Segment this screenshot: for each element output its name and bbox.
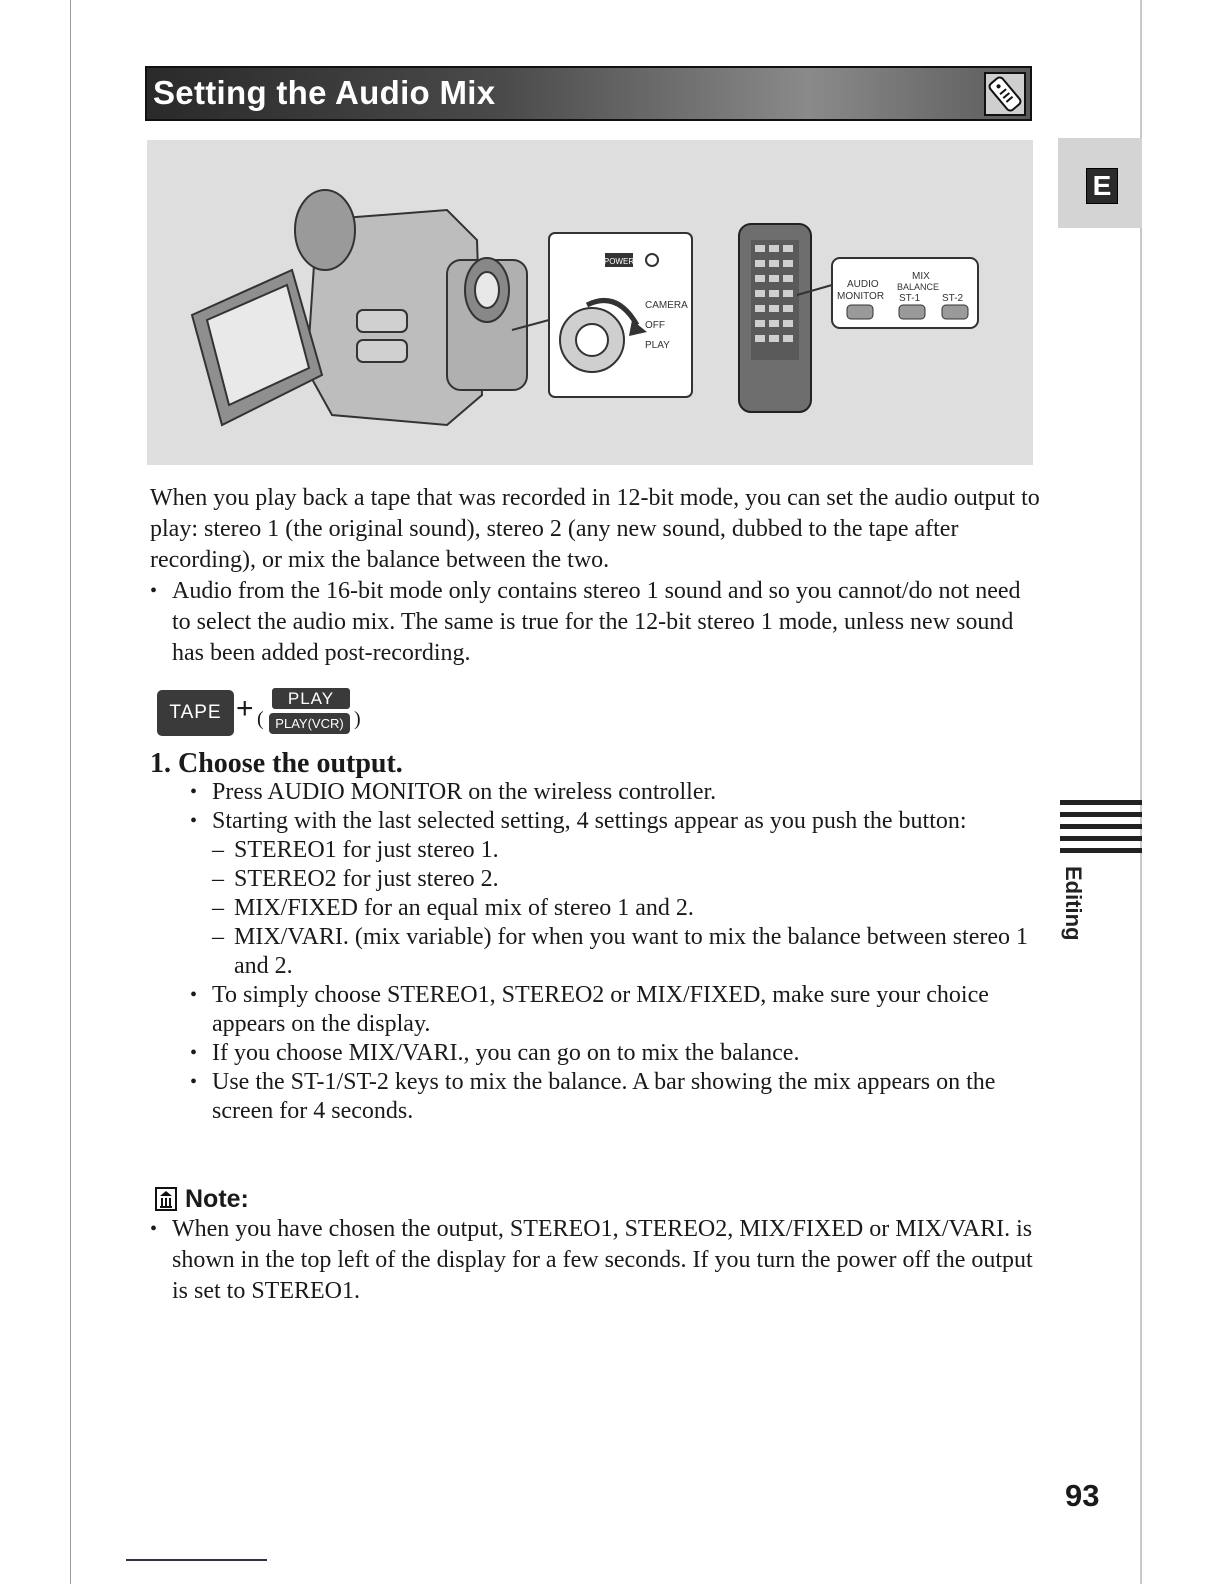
chapter-tab: [1058, 138, 1142, 228]
wireless-controller-icon: [984, 72, 1026, 116]
section-label: Editing: [1061, 866, 1086, 941]
note-body: [150, 1214, 1040, 1307]
footer-rule: [126, 1559, 267, 1561]
camcorder-icon: [192, 190, 527, 425]
page-title: Setting the Audio Mix: [153, 74, 496, 111]
camcorder-illustration: [147, 140, 1033, 465]
step-bullet: • Press AUDIO MONITOR on the wireless controller.: [190, 778, 1040, 807]
page-edge-left: [70, 0, 71, 1584]
step-1-body: [190, 778, 1040, 1126]
off-label: OFF: [645, 320, 665, 331]
option-item: – MIX/VARI. (mix variable) for when you want to mix the balance between stereo 1 and 2.: [212, 923, 1040, 981]
step-bullet: • To simply choose STEREO1, STEREO2 or MIX/FIXED, make sure your choice appears on the display.: [190, 981, 1040, 1039]
option-item: – MIX/FIXED for an equal mix of stereo 1 and 2.: [212, 894, 1040, 923]
st1-label: ST-1: [899, 293, 921, 304]
option-item: – STEREO1 for just stereo 1.: [212, 836, 1040, 865]
mix-label: MIX: [912, 271, 930, 282]
page-number: 93: [1065, 1478, 1100, 1513]
play-mode-key: PLAY: [272, 688, 350, 709]
intro-bullet: • Audio from the 16-bit mode only contains stereo 1 sound and so you cannot/do not need to select the audio mix. The same is true for the 12-bit stereo 1 mode, unless new sound has been added post-recording.: [150, 576, 1040, 669]
audio-label: AUDIO: [847, 279, 879, 290]
page-edge-right: [1140, 0, 1142, 1584]
step-bullet: • Use the ST-1/ST-2 keys to mix the balance. A bar showing the mix appears on the screen for 4 seconds.: [190, 1068, 1040, 1126]
intro-section: [150, 483, 1040, 669]
monitor-label: MONITOR: [837, 291, 885, 302]
st2-label: ST-2: [942, 293, 964, 304]
play-vcr-mode-key: PLAY(VCR): [269, 713, 350, 734]
open-paren: (: [257, 708, 264, 730]
power-label: POWER: [603, 257, 635, 266]
plus-sign: +: [236, 692, 254, 725]
play-label: PLAY: [645, 340, 670, 351]
section-marker-lines: [1060, 800, 1142, 860]
note-heading: [155, 1185, 249, 1214]
remote-icon: [739, 224, 811, 412]
step-bullet: • Starting with the last selected setting, 4 settings appear as you push the button:: [190, 807, 1040, 836]
note-label: Note:: [185, 1185, 249, 1213]
option-list: [212, 836, 1040, 981]
step-1-heading: 1. Choose the output.: [150, 748, 403, 779]
title-bar: [145, 66, 1032, 121]
tape-mode-key: TAPE: [157, 690, 234, 736]
close-paren: ): [354, 708, 361, 730]
chapter-letter: E: [1086, 168, 1118, 204]
illustration-drawing: [147, 140, 1033, 465]
camera-label: CAMERA: [645, 300, 688, 311]
note-bullet: • When you have chosen the output, STEREO1, STEREO2, MIX/FIXED or MIX/VARI. is shown in the top left of the display for a few seconds. If you turn the power off the output is set to STEREO1.: [150, 1214, 1040, 1307]
step-bullet: • If you choose MIX/VARI., you can go on to mix the balance.: [190, 1039, 1040, 1068]
intro-paragraph: When you play back a tape that was recorded in 12-bit mode, you can set the audio output to play: stereo 1 (the original sound), stereo 2 (any new sound, dubbed to the tape after recording), or mix the balance between the two.: [150, 485, 1040, 573]
balance-label: BALANCE: [897, 282, 940, 292]
option-item: – STEREO2 for just stereo 2.: [212, 865, 1040, 894]
note-icon: [155, 1187, 177, 1211]
